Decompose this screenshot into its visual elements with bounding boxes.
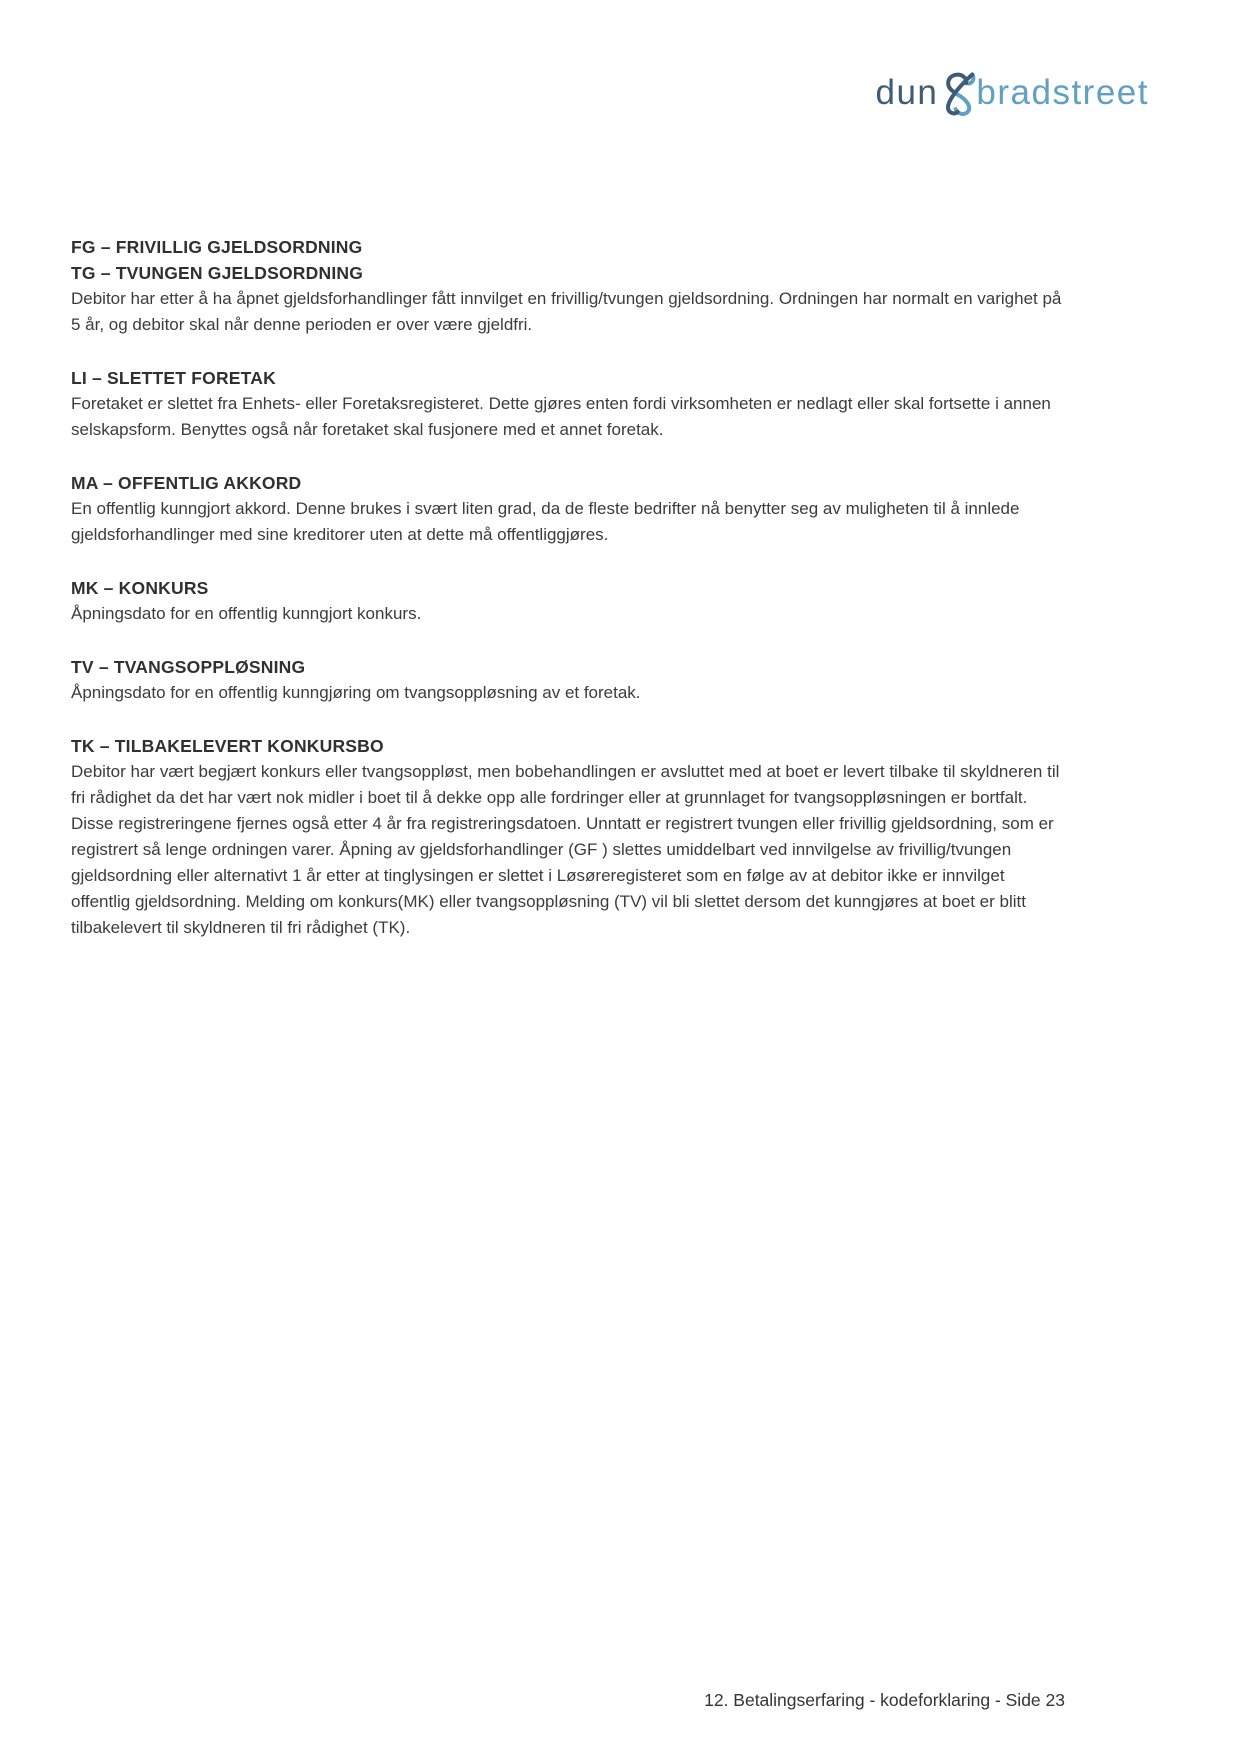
section-paragraph: Åpningsdato for en offentlig kunngjøring om tvangsoppløsning av et foretak. <box>71 683 641 702</box>
section-paragraph: Foretaket er slettet fra Enhets- eller Foretaksregisteret. Dette gjøres enten fordi virksomheten er nedlagt eller skal fortsette i annen selskapsform. Benyttes også når foretaket skal fusjonere med et annet foretak. <box>71 394 1051 439</box>
section-mk <box>71 575 1065 627</box>
section-tv <box>71 654 1065 706</box>
section-fg-tg <box>71 234 1065 338</box>
logo-text-bradstreet: bradstreet <box>976 73 1149 112</box>
section-paragraph: Debitor har vært begjært konkurs eller tvangsoppløst, men bobehandlingen er avsluttet med at boet er levert tilbake til skyldneren til fri rådighet da det har vært nok midler i boet til å dekke opp alle fordringer eller at grunnlaget for tvangsoppløsningen er bortfalt. Disse registreringene fjernes også etter 4 år fra registreringsdatoen. Unntatt er registrert tvungen eller frivillig gjeldsordning, som er registrert så lenge ordningen varer. Åpning av gjeldsforhandlinger (GF ) slettes umiddelbart ved innvilgelse av frivillig/tvungen gjeldsordning eller alternativt 1 år etter at tinglysingen er slettet i Løsøreregisteret som en følge av at debitor ikke er innvilget offentlig gjeldsordning. Melding om konkurs(MK) eller tvangsoppløsning (TV) vil bli slettet dersom det kunngjøres at boet er blitt tilbakelevert til skyldneren til fri rådighet (TK). <box>71 762 1060 937</box>
section-heading-fg: FG – FRIVILLIG GJELDSORDNING <box>71 237 363 257</box>
section-heading-tv: TV – TVANGSOPPLØSNING <box>71 657 306 677</box>
section-paragraph: En offentlig kunngjort akkord. Denne brukes i svært liten grad, da de fleste bedrifter nå benytter seg av muligheten til å innlede gjeldsforhandlinger med sine kreditorer uten at dette må offentliggjøres. <box>71 499 1020 544</box>
section-heading-li: LI – SLETTET FORETAK <box>71 368 276 388</box>
section-heading-mk: MK – KONKURS <box>71 578 209 598</box>
logo-text-dun: dun <box>875 73 939 112</box>
section-li <box>71 365 1065 443</box>
section-heading-tg: TG – TVUNGEN GJELDSORDNING <box>71 263 364 283</box>
section-ma <box>71 470 1065 548</box>
dun-bradstreet-logo <box>876 68 1150 117</box>
section-tk <box>71 733 1065 941</box>
section-heading-ma: MA – OFFENTLIG AKKORD <box>71 473 302 493</box>
ampersand-icon <box>939 70 977 117</box>
section-heading-tk: TK – TILBAKELEVERT KONKURSBO <box>71 736 384 756</box>
page-footer: 12. Betalingserfaring - kodeforklaring - Side 23 <box>704 1690 1065 1710</box>
section-paragraph: Åpningsdato for en offentlig kunngjort konkurs. <box>71 604 422 623</box>
section-paragraph: Debitor har etter å ha åpnet gjeldsforhandlinger fått innvilget en frivillig/tvungen gjeldsordning. Ordningen har normalt en varighet på 5 år, og debitor skal når denne perioden er over være gjeldfri. <box>71 289 1062 334</box>
document-body <box>71 234 1065 968</box>
